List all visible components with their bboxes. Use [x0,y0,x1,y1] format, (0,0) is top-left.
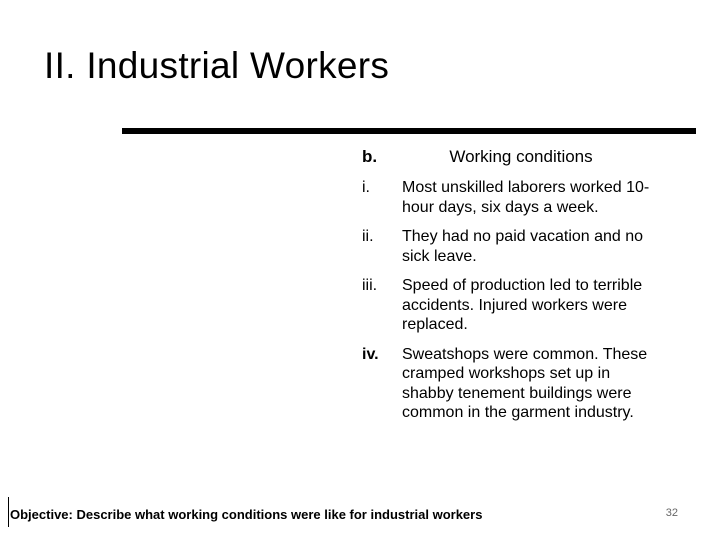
list-item [362,178,662,217]
footer-divider [8,497,9,527]
slide-title: II. Industrial Workers [44,45,390,86]
item-marker: i. [362,179,370,196]
item-marker: iv. [362,345,379,363]
item-text: Most unskilled laborers worked 10-hour days, six days a week. [402,179,650,216]
list-item [362,276,662,335]
list-item [362,227,662,266]
item-lead-term: Sweatshops [402,345,490,363]
item-marker: iii. [362,277,378,294]
list-item [362,345,662,423]
content-area [362,146,662,433]
item-text-wrapper [402,345,662,423]
item-text: Speed of production led to terrible accidents. Injured workers were replaced. [402,277,643,333]
item-marker: ii. [362,228,374,245]
title-divider [122,128,696,134]
section-heading [362,146,662,168]
slide-number: 32 [665,507,678,519]
item-text: They had no paid vacation and no sick leave. [402,228,644,265]
section-heading-text: Working conditions [449,147,593,166]
section-marker: b. [362,147,378,166]
item-text: were common. These cramped workshops set up in shabby tenement buildings were common in the garment industry. [402,345,648,421]
objective-text: Objective: Describe what working conditions were like for industrial workers [10,507,483,522]
